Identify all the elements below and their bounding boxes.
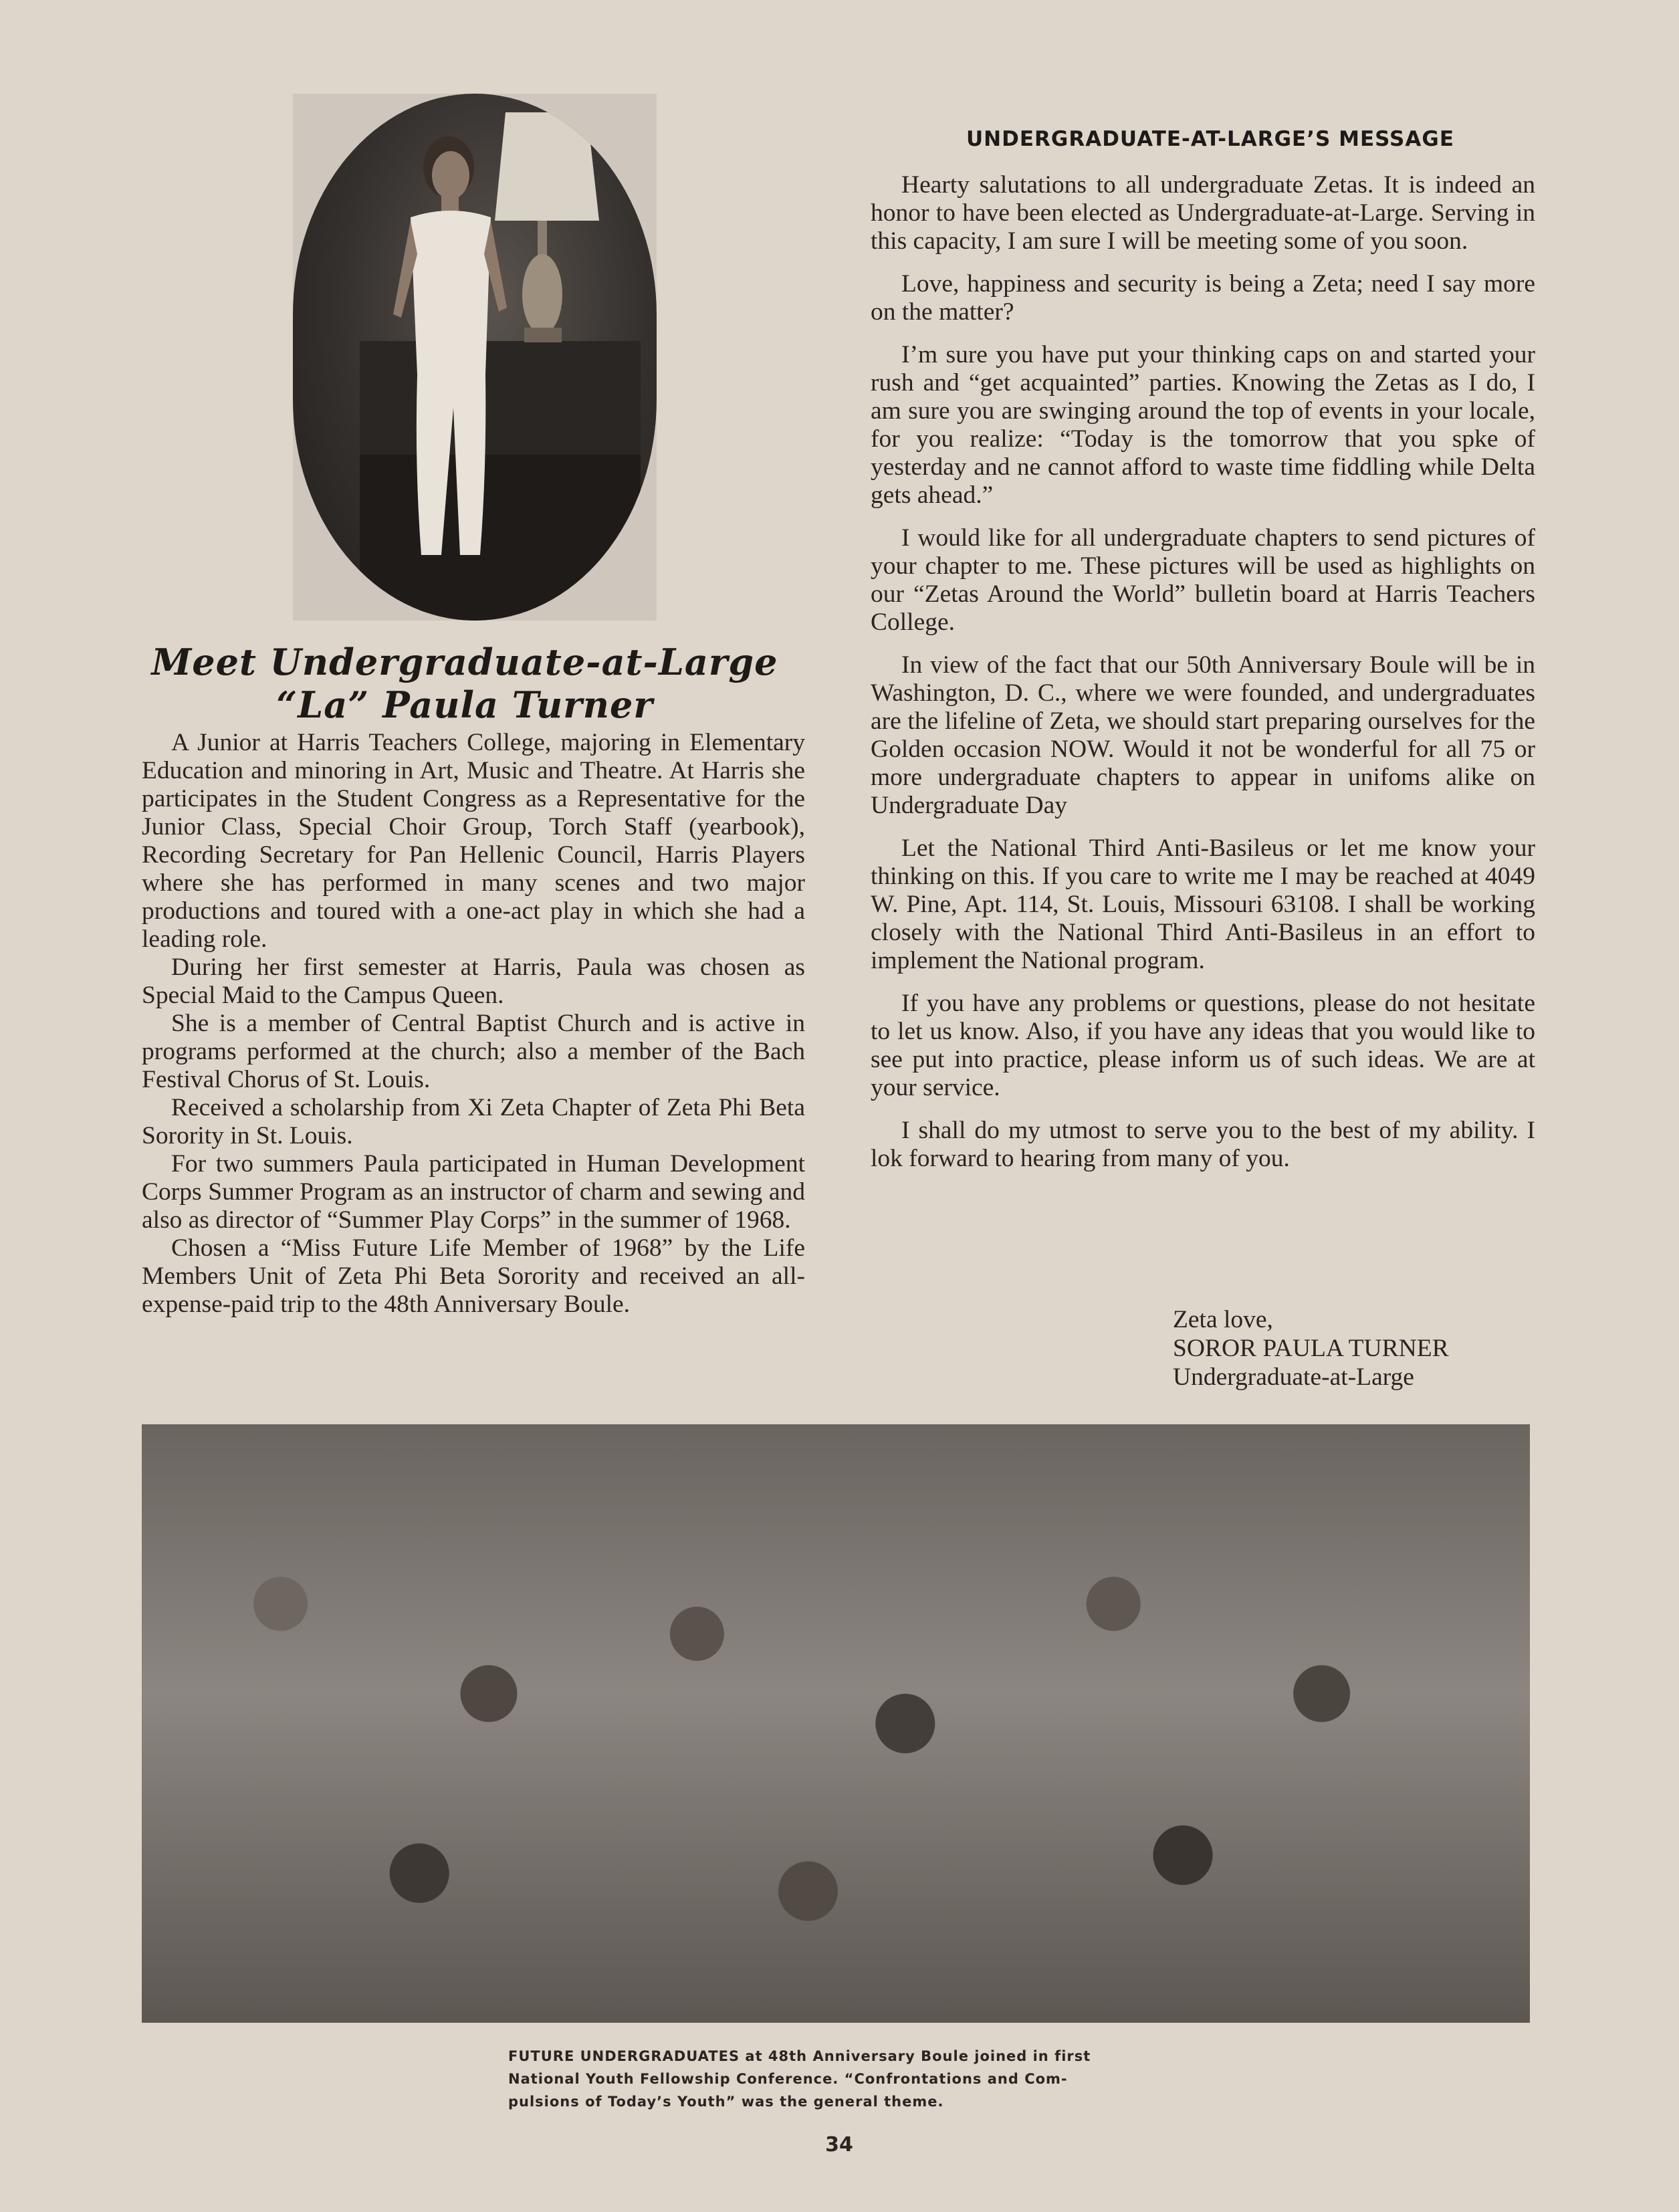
message-paragraph: I would like for all undergraduate chapters to send pictures of your chapter to me. These pictures will be used as highlights on our “Zetas Around the World” bulletin board at Harris Teachers College. bbox=[871, 524, 1535, 636]
caption-line-1: FUTURE UNDERGRADUATES at 48th Anniversary Boule joined in first bbox=[508, 2048, 1091, 2064]
left-article-body bbox=[142, 729, 805, 1319]
article-headline bbox=[127, 641, 802, 726]
message-paragraph: Love, happiness and security is being a Zeta; need I say more on the matter? bbox=[871, 270, 1535, 326]
headline-line-2: “La” Paula Turner bbox=[276, 683, 653, 726]
left-paragraph: She is a member of Central Baptist Church and is active in programs performed at the church; also a member of the Bach Festival Chorus of St. Louis. bbox=[142, 1010, 805, 1093]
message-paragraph: Let the National Third Anti-Basileus or let me know your thinking on this. If you care to write me I may be reached at 4049 W. Pine, Apt. 114, St. Louis, Missouri 63108. I shall be working closely with the National Third Anti-Basileus in an effort to implement the National program. bbox=[871, 835, 1535, 974]
signoff-name: SOROR PAULA TURNER bbox=[1173, 1335, 1449, 1362]
portrait-photo bbox=[293, 94, 657, 621]
message-paragraph: In view of the fact that our 50th Anniversary Boule will be in Washington, D. C., where we were founded, and undergraduates are the lifeline of Zeta, we should start preparing ourselves for the Golden occasion NOW. Would it not be wonderful for all 75 or more undergraduate chapters to appear in unifoms alike on Undergraduate Day bbox=[871, 651, 1535, 819]
signoff bbox=[1173, 1305, 1547, 1392]
left-paragraph: A Junior at Harris Teachers College, majoring in Elementary Education and minoring in Art, Music and Theatre. At Harris she participates in the Student Congress as a Representative for the Junior Class, Special Choir Group, Torch Staff (yearbook), Recording Secretary for Pan Hellenic Council, Harris Players where she has performed in many scenes and two major productions and toured with a one-act play in which she had a leading role. bbox=[142, 729, 805, 953]
left-paragraph: During her first semester at Harris, Paula was chosen as Special Maid to the Campus Queen. bbox=[142, 954, 805, 1009]
message-paragraph: I shall do my utmost to serve you to the best of my ability. I lok forward to hearing from many of you. bbox=[871, 1117, 1535, 1172]
caption-line-3: pulsions of Today’s Youth” was the general theme. bbox=[508, 2094, 944, 2110]
left-paragraph: Received a scholarship from Xi Zeta Chapter of Zeta Phi Beta Sorority in St. Louis. bbox=[142, 1094, 805, 1149]
caption-line-2: National Youth Fellowship Conference. “Confrontations and Com- bbox=[508, 2071, 1068, 2087]
portrait-photo-icon bbox=[293, 94, 657, 621]
signoff-closing: Zeta love, bbox=[1173, 1306, 1273, 1333]
group-photo-icon bbox=[142, 1424, 1530, 2023]
photo-caption bbox=[508, 2045, 1170, 2113]
headline-line-1: Meet Undergraduate-at-Large bbox=[151, 641, 778, 683]
message-title: UNDERGRADUATE-AT-LARGE’S MESSAGE bbox=[966, 127, 1454, 151]
message-paragraph: If you have any problems or questions, please do not hesitate to let us know. Also, if you have any ideas that you would like to see put into practice, please inform us of such ideas. We are at your service. bbox=[871, 990, 1535, 1101]
message-body bbox=[871, 171, 1535, 1188]
page-number: 34 bbox=[825, 2133, 853, 2156]
left-paragraph: Chosen a “Miss Future Life Member of 1968” by the Life Members Unit of Zeta Phi Beta Sorority and received an all-expense-paid trip to the 48th Anniversary Boule. bbox=[142, 1234, 805, 1318]
message-paragraph: I’m sure you have put your thinking caps on and started your rush and “get acquainted” parties. Knowing the Zetas as I do, I am sure you are swinging around the top of events in your locale, for you realize: “Today is the tomorrow that you spke of yesterday and ne cannot afford to waste time fiddling while Delta gets ahead.” bbox=[871, 341, 1535, 509]
signoff-title: Undergraduate-at-Large bbox=[1173, 1363, 1414, 1391]
message-paragraph: Hearty salutations to all undergraduate Zetas. It is indeed an honor to have been elected as Undergraduate-at-Large. Serving in this capacity, I am sure I will be meeting some of you soon. bbox=[871, 171, 1535, 255]
left-paragraph: For two summers Paula participated in Human Development Corps Summer Program as an instructor of charm and sewing and also as director of “Summer Play Corps” in the summer of 1968. bbox=[142, 1150, 805, 1234]
